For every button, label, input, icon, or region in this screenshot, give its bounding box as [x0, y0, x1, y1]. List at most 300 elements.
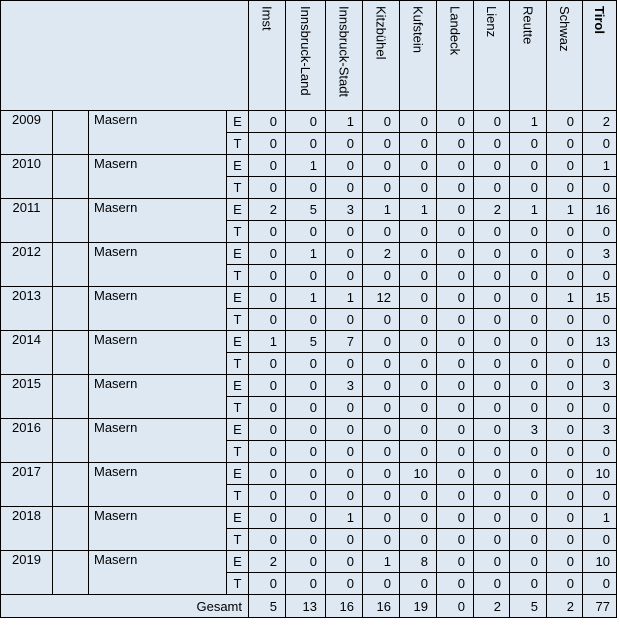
value-cell: 0 — [326, 177, 363, 199]
value-cell: 0 — [249, 353, 286, 375]
value-cell: 0 — [249, 507, 286, 529]
value-cell: 0 — [437, 485, 474, 507]
header-schwaz: Schwaz — [547, 1, 583, 111]
empty-cell — [53, 419, 89, 463]
total-cell: 3 — [583, 243, 617, 265]
value-cell: 0 — [474, 331, 510, 353]
sum-value-cell: 2 — [547, 595, 583, 618]
type-cell: E — [227, 111, 249, 133]
value-cell: 0 — [326, 485, 363, 507]
table-row — [1, 331, 617, 353]
total-cell: 0 — [583, 353, 617, 375]
value-cell: 2 — [249, 199, 286, 221]
value-cell: 0 — [326, 397, 363, 419]
value-cell: 0 — [363, 463, 400, 485]
value-cell: 1 — [363, 551, 400, 573]
value-cell: 1 — [363, 199, 400, 221]
value-cell: 0 — [510, 551, 547, 573]
type-cell: E — [227, 551, 249, 573]
value-cell: 0 — [547, 243, 583, 265]
empty-cell — [53, 199, 89, 243]
value-cell: 0 — [326, 353, 363, 375]
value-cell: 0 — [474, 507, 510, 529]
value-cell: 0 — [286, 551, 326, 573]
value-cell: 0 — [363, 133, 400, 155]
sum-value-cell: 13 — [286, 595, 326, 618]
value-cell: 0 — [400, 111, 437, 133]
value-cell: 0 — [547, 331, 583, 353]
header-landeck: Landeck — [437, 1, 474, 111]
value-cell: 0 — [437, 353, 474, 375]
value-cell: 0 — [286, 375, 326, 397]
sum-row — [1, 595, 617, 618]
table-row — [1, 155, 617, 177]
header-innsbruck-stadt: Innsbruck-Stadt — [326, 1, 363, 111]
disease-cell: Masern — [89, 419, 227, 463]
value-cell: 0 — [474, 375, 510, 397]
sum-label: Gesamt — [1, 595, 249, 618]
total-cell: 16 — [583, 199, 617, 221]
value-cell: 5 — [286, 331, 326, 353]
disease-cell: Masern — [89, 199, 227, 243]
header-kufstein: Kufstein — [400, 1, 437, 111]
value-cell: 0 — [437, 199, 474, 221]
value-cell: 0 — [510, 221, 547, 243]
type-cell: E — [227, 199, 249, 221]
value-cell: 0 — [400, 133, 437, 155]
total-cell: 0 — [583, 265, 617, 287]
type-cell: T — [227, 353, 249, 375]
value-cell: 0 — [363, 529, 400, 551]
value-cell: 0 — [437, 551, 474, 573]
value-cell: 0 — [286, 265, 326, 287]
value-cell: 0 — [363, 155, 400, 177]
type-cell: T — [227, 485, 249, 507]
value-cell: 1 — [326, 507, 363, 529]
type-cell: T — [227, 573, 249, 595]
total-cell: 0 — [583, 441, 617, 463]
value-cell: 0 — [547, 463, 583, 485]
value-cell: 0 — [437, 221, 474, 243]
empty-cell — [53, 331, 89, 375]
value-cell: 1 — [547, 199, 583, 221]
empty-cell — [53, 375, 89, 419]
value-cell: 0 — [474, 463, 510, 485]
total-cell: 1 — [583, 155, 617, 177]
value-cell: 0 — [400, 485, 437, 507]
total-cell: 0 — [583, 221, 617, 243]
value-cell: 0 — [437, 111, 474, 133]
value-cell: 0 — [474, 353, 510, 375]
disease-cell: Masern — [89, 551, 227, 595]
table-row — [1, 243, 617, 265]
value-cell: 0 — [400, 243, 437, 265]
value-cell: 0 — [249, 111, 286, 133]
empty-cell — [53, 243, 89, 287]
value-cell: 0 — [400, 287, 437, 309]
value-cell: 0 — [326, 221, 363, 243]
type-cell: E — [227, 463, 249, 485]
value-cell: 0 — [510, 155, 547, 177]
value-cell: 0 — [249, 485, 286, 507]
value-cell: 0 — [474, 551, 510, 573]
value-cell: 0 — [249, 265, 286, 287]
value-cell: 0 — [249, 287, 286, 309]
value-cell: 0 — [474, 529, 510, 551]
value-cell: 0 — [437, 375, 474, 397]
value-cell: 0 — [474, 309, 510, 331]
value-cell: 0 — [547, 177, 583, 199]
table-row — [1, 375, 617, 397]
disease-cell: Masern — [89, 375, 227, 419]
type-cell: E — [227, 287, 249, 309]
total-cell: 1 — [583, 507, 617, 529]
type-cell: T — [227, 397, 249, 419]
total-cell: 0 — [583, 309, 617, 331]
value-cell: 0 — [249, 133, 286, 155]
value-cell: 0 — [510, 573, 547, 595]
value-cell: 0 — [547, 155, 583, 177]
value-cell: 0 — [437, 573, 474, 595]
year-cell: 2017 — [1, 463, 53, 507]
value-cell: 1 — [286, 243, 326, 265]
value-cell: 0 — [400, 441, 437, 463]
value-cell: 1 — [286, 287, 326, 309]
value-cell: 0 — [249, 441, 286, 463]
year-cell: 2009 — [1, 111, 53, 155]
value-cell: 0 — [249, 529, 286, 551]
header-tirol: Tirol — [583, 1, 617, 111]
disease-cell: Masern — [89, 243, 227, 287]
value-cell: 0 — [286, 573, 326, 595]
value-cell: 0 — [474, 155, 510, 177]
value-cell: 0 — [326, 529, 363, 551]
value-cell: 1 — [400, 199, 437, 221]
value-cell: 0 — [326, 265, 363, 287]
value-cell: 0 — [249, 573, 286, 595]
value-cell: 0 — [510, 375, 547, 397]
value-cell: 0 — [363, 573, 400, 595]
year-cell: 2019 — [1, 551, 53, 595]
total-cell: 0 — [583, 133, 617, 155]
type-cell: T — [227, 441, 249, 463]
value-cell: 0 — [474, 485, 510, 507]
value-cell: 0 — [363, 177, 400, 199]
empty-cell — [53, 507, 89, 551]
value-cell: 0 — [363, 111, 400, 133]
value-cell: 0 — [363, 441, 400, 463]
sum-value-cell: 5 — [510, 595, 547, 618]
empty-cell — [53, 111, 89, 155]
value-cell: 0 — [474, 221, 510, 243]
value-cell: 1 — [286, 155, 326, 177]
value-cell: 0 — [437, 397, 474, 419]
value-cell: 0 — [474, 419, 510, 441]
value-cell: 0 — [400, 419, 437, 441]
value-cell: 0 — [249, 177, 286, 199]
value-cell: 0 — [474, 573, 510, 595]
total-cell: 0 — [583, 177, 617, 199]
value-cell: 0 — [326, 309, 363, 331]
value-cell: 0 — [547, 397, 583, 419]
value-cell: 0 — [474, 111, 510, 133]
sum-value-cell: 19 — [400, 595, 437, 618]
header-lienz: Lienz — [474, 1, 510, 111]
total-cell: 13 — [583, 331, 617, 353]
value-cell: 0 — [510, 287, 547, 309]
header-innsbruck-land: Innsbruck-Land — [286, 1, 326, 111]
value-cell: 1 — [249, 331, 286, 353]
value-cell: 0 — [437, 243, 474, 265]
value-cell: 0 — [286, 221, 326, 243]
empty-cell — [53, 463, 89, 507]
value-cell: 0 — [547, 375, 583, 397]
value-cell: 0 — [437, 331, 474, 353]
total-cell: 0 — [583, 573, 617, 595]
value-cell: 0 — [510, 309, 547, 331]
value-cell: 0 — [547, 441, 583, 463]
value-cell: 0 — [547, 265, 583, 287]
value-cell: 0 — [547, 485, 583, 507]
value-cell: 3 — [326, 375, 363, 397]
value-cell: 0 — [249, 375, 286, 397]
disease-cell: Masern — [89, 111, 227, 155]
value-cell: 0 — [437, 155, 474, 177]
value-cell: 0 — [400, 529, 437, 551]
value-cell: 0 — [547, 111, 583, 133]
value-cell: 5 — [286, 199, 326, 221]
table-row — [1, 419, 617, 441]
value-cell: 0 — [249, 463, 286, 485]
value-cell: 1 — [510, 199, 547, 221]
empty-cell — [53, 155, 89, 199]
value-cell: 0 — [510, 133, 547, 155]
type-cell: T — [227, 529, 249, 551]
value-cell: 0 — [326, 441, 363, 463]
total-cell: 2 — [583, 111, 617, 133]
year-cell: 2013 — [1, 287, 53, 331]
value-cell: 0 — [510, 507, 547, 529]
sum-value-cell: 16 — [326, 595, 363, 618]
value-cell: 0 — [400, 353, 437, 375]
value-cell: 10 — [400, 463, 437, 485]
value-cell: 1 — [547, 287, 583, 309]
value-cell: 3 — [326, 199, 363, 221]
value-cell: 0 — [363, 419, 400, 441]
value-cell: 0 — [326, 155, 363, 177]
value-cell: 0 — [363, 397, 400, 419]
type-cell: E — [227, 419, 249, 441]
total-cell: 0 — [583, 485, 617, 507]
value-cell: 2 — [474, 199, 510, 221]
value-cell: 0 — [363, 331, 400, 353]
value-cell: 0 — [474, 243, 510, 265]
value-cell: 12 — [363, 287, 400, 309]
value-cell: 2 — [249, 551, 286, 573]
disease-cell: Masern — [89, 155, 227, 199]
value-cell: 0 — [547, 507, 583, 529]
value-cell: 0 — [400, 375, 437, 397]
value-cell: 1 — [326, 287, 363, 309]
value-cell: 0 — [363, 309, 400, 331]
total-cell: 0 — [583, 529, 617, 551]
value-cell: 0 — [547, 529, 583, 551]
table-row — [1, 111, 617, 133]
value-cell: 2 — [363, 243, 400, 265]
value-cell: 0 — [326, 551, 363, 573]
value-cell: 0 — [510, 243, 547, 265]
value-cell: 3 — [510, 419, 547, 441]
value-cell: 0 — [249, 309, 286, 331]
value-cell: 7 — [326, 331, 363, 353]
value-cell: 0 — [474, 133, 510, 155]
value-cell: 0 — [363, 485, 400, 507]
value-cell: 0 — [437, 529, 474, 551]
value-cell: 0 — [326, 463, 363, 485]
value-cell: 1 — [510, 111, 547, 133]
value-cell: 0 — [363, 353, 400, 375]
value-cell: 0 — [510, 463, 547, 485]
table-row — [1, 507, 617, 529]
value-cell: 0 — [437, 287, 474, 309]
value-cell: 0 — [286, 419, 326, 441]
value-cell: 0 — [437, 419, 474, 441]
value-cell: 0 — [249, 155, 286, 177]
total-cell: 10 — [583, 463, 617, 485]
table-row — [1, 199, 617, 221]
disease-cell: Masern — [89, 507, 227, 551]
value-cell: 0 — [400, 155, 437, 177]
value-cell: 0 — [249, 419, 286, 441]
value-cell: 0 — [400, 331, 437, 353]
value-cell: 0 — [286, 397, 326, 419]
value-cell: 0 — [474, 177, 510, 199]
value-cell: 0 — [286, 309, 326, 331]
type-cell: E — [227, 331, 249, 353]
header-kitzbuehel: Kitzbühel — [363, 1, 400, 111]
value-cell: 0 — [286, 353, 326, 375]
header-corner — [1, 1, 249, 111]
value-cell: 1 — [326, 111, 363, 133]
value-cell: 0 — [400, 309, 437, 331]
total-cell: 0 — [583, 397, 617, 419]
total-cell: 10 — [583, 551, 617, 573]
value-cell: 0 — [510, 177, 547, 199]
type-cell: T — [227, 309, 249, 331]
value-cell: 0 — [400, 507, 437, 529]
value-cell: 0 — [510, 353, 547, 375]
year-cell: 2018 — [1, 507, 53, 551]
value-cell: 0 — [437, 177, 474, 199]
value-cell: 0 — [363, 221, 400, 243]
value-cell: 0 — [437, 309, 474, 331]
value-cell: 0 — [547, 309, 583, 331]
header-imst: Imst — [249, 1, 286, 111]
value-cell: 0 — [249, 221, 286, 243]
table-row — [1, 287, 617, 309]
value-cell: 0 — [400, 221, 437, 243]
sum-value-cell: 2 — [474, 595, 510, 618]
total-cell: 3 — [583, 375, 617, 397]
value-cell: 0 — [510, 441, 547, 463]
value-cell: 0 — [474, 265, 510, 287]
type-cell: E — [227, 375, 249, 397]
value-cell: 0 — [437, 507, 474, 529]
value-cell: 0 — [400, 265, 437, 287]
value-cell: 0 — [510, 331, 547, 353]
value-cell: 0 — [510, 265, 547, 287]
disease-cell: Masern — [89, 331, 227, 375]
type-cell: E — [227, 507, 249, 529]
value-cell: 0 — [286, 529, 326, 551]
value-cell: 0 — [400, 573, 437, 595]
value-cell: 0 — [400, 177, 437, 199]
table-row — [1, 551, 617, 573]
value-cell: 0 — [326, 243, 363, 265]
value-cell: 0 — [437, 133, 474, 155]
total-cell: 3 — [583, 419, 617, 441]
value-cell: 0 — [400, 397, 437, 419]
value-cell: 8 — [400, 551, 437, 573]
header-row — [1, 1, 617, 111]
type-cell: T — [227, 221, 249, 243]
empty-cell — [53, 287, 89, 331]
sum-value-cell: 5 — [249, 595, 286, 618]
value-cell: 0 — [510, 485, 547, 507]
value-cell: 0 — [286, 441, 326, 463]
type-cell: T — [227, 265, 249, 287]
value-cell: 0 — [437, 441, 474, 463]
value-cell: 0 — [547, 221, 583, 243]
sum-value-cell: 16 — [363, 595, 400, 618]
value-cell: 0 — [286, 177, 326, 199]
value-cell: 0 — [286, 133, 326, 155]
year-cell: 2014 — [1, 331, 53, 375]
value-cell: 0 — [547, 419, 583, 441]
sum-value-cell: 0 — [437, 595, 474, 618]
value-cell: 0 — [326, 419, 363, 441]
type-cell: T — [227, 177, 249, 199]
type-cell: E — [227, 243, 249, 265]
value-cell: 0 — [249, 397, 286, 419]
type-cell: T — [227, 133, 249, 155]
value-cell: 0 — [363, 507, 400, 529]
year-cell: 2012 — [1, 243, 53, 287]
value-cell: 0 — [286, 463, 326, 485]
disease-cell: Masern — [89, 463, 227, 507]
value-cell: 0 — [474, 287, 510, 309]
value-cell: 0 — [510, 397, 547, 419]
value-cell: 0 — [286, 485, 326, 507]
value-cell: 0 — [363, 265, 400, 287]
year-cell: 2015 — [1, 375, 53, 419]
value-cell: 0 — [326, 133, 363, 155]
year-cell: 2011 — [1, 199, 53, 243]
table-row — [1, 463, 617, 485]
value-cell: 0 — [286, 507, 326, 529]
value-cell: 0 — [547, 353, 583, 375]
disease-cell: Masern — [89, 287, 227, 331]
year-cell: 2016 — [1, 419, 53, 463]
value-cell: 0 — [363, 375, 400, 397]
value-cell: 0 — [510, 529, 547, 551]
year-cell: 2010 — [1, 155, 53, 199]
value-cell: 0 — [326, 573, 363, 595]
empty-cell — [53, 551, 89, 595]
value-cell: 0 — [547, 133, 583, 155]
value-cell: 0 — [474, 397, 510, 419]
value-cell: 0 — [547, 551, 583, 573]
